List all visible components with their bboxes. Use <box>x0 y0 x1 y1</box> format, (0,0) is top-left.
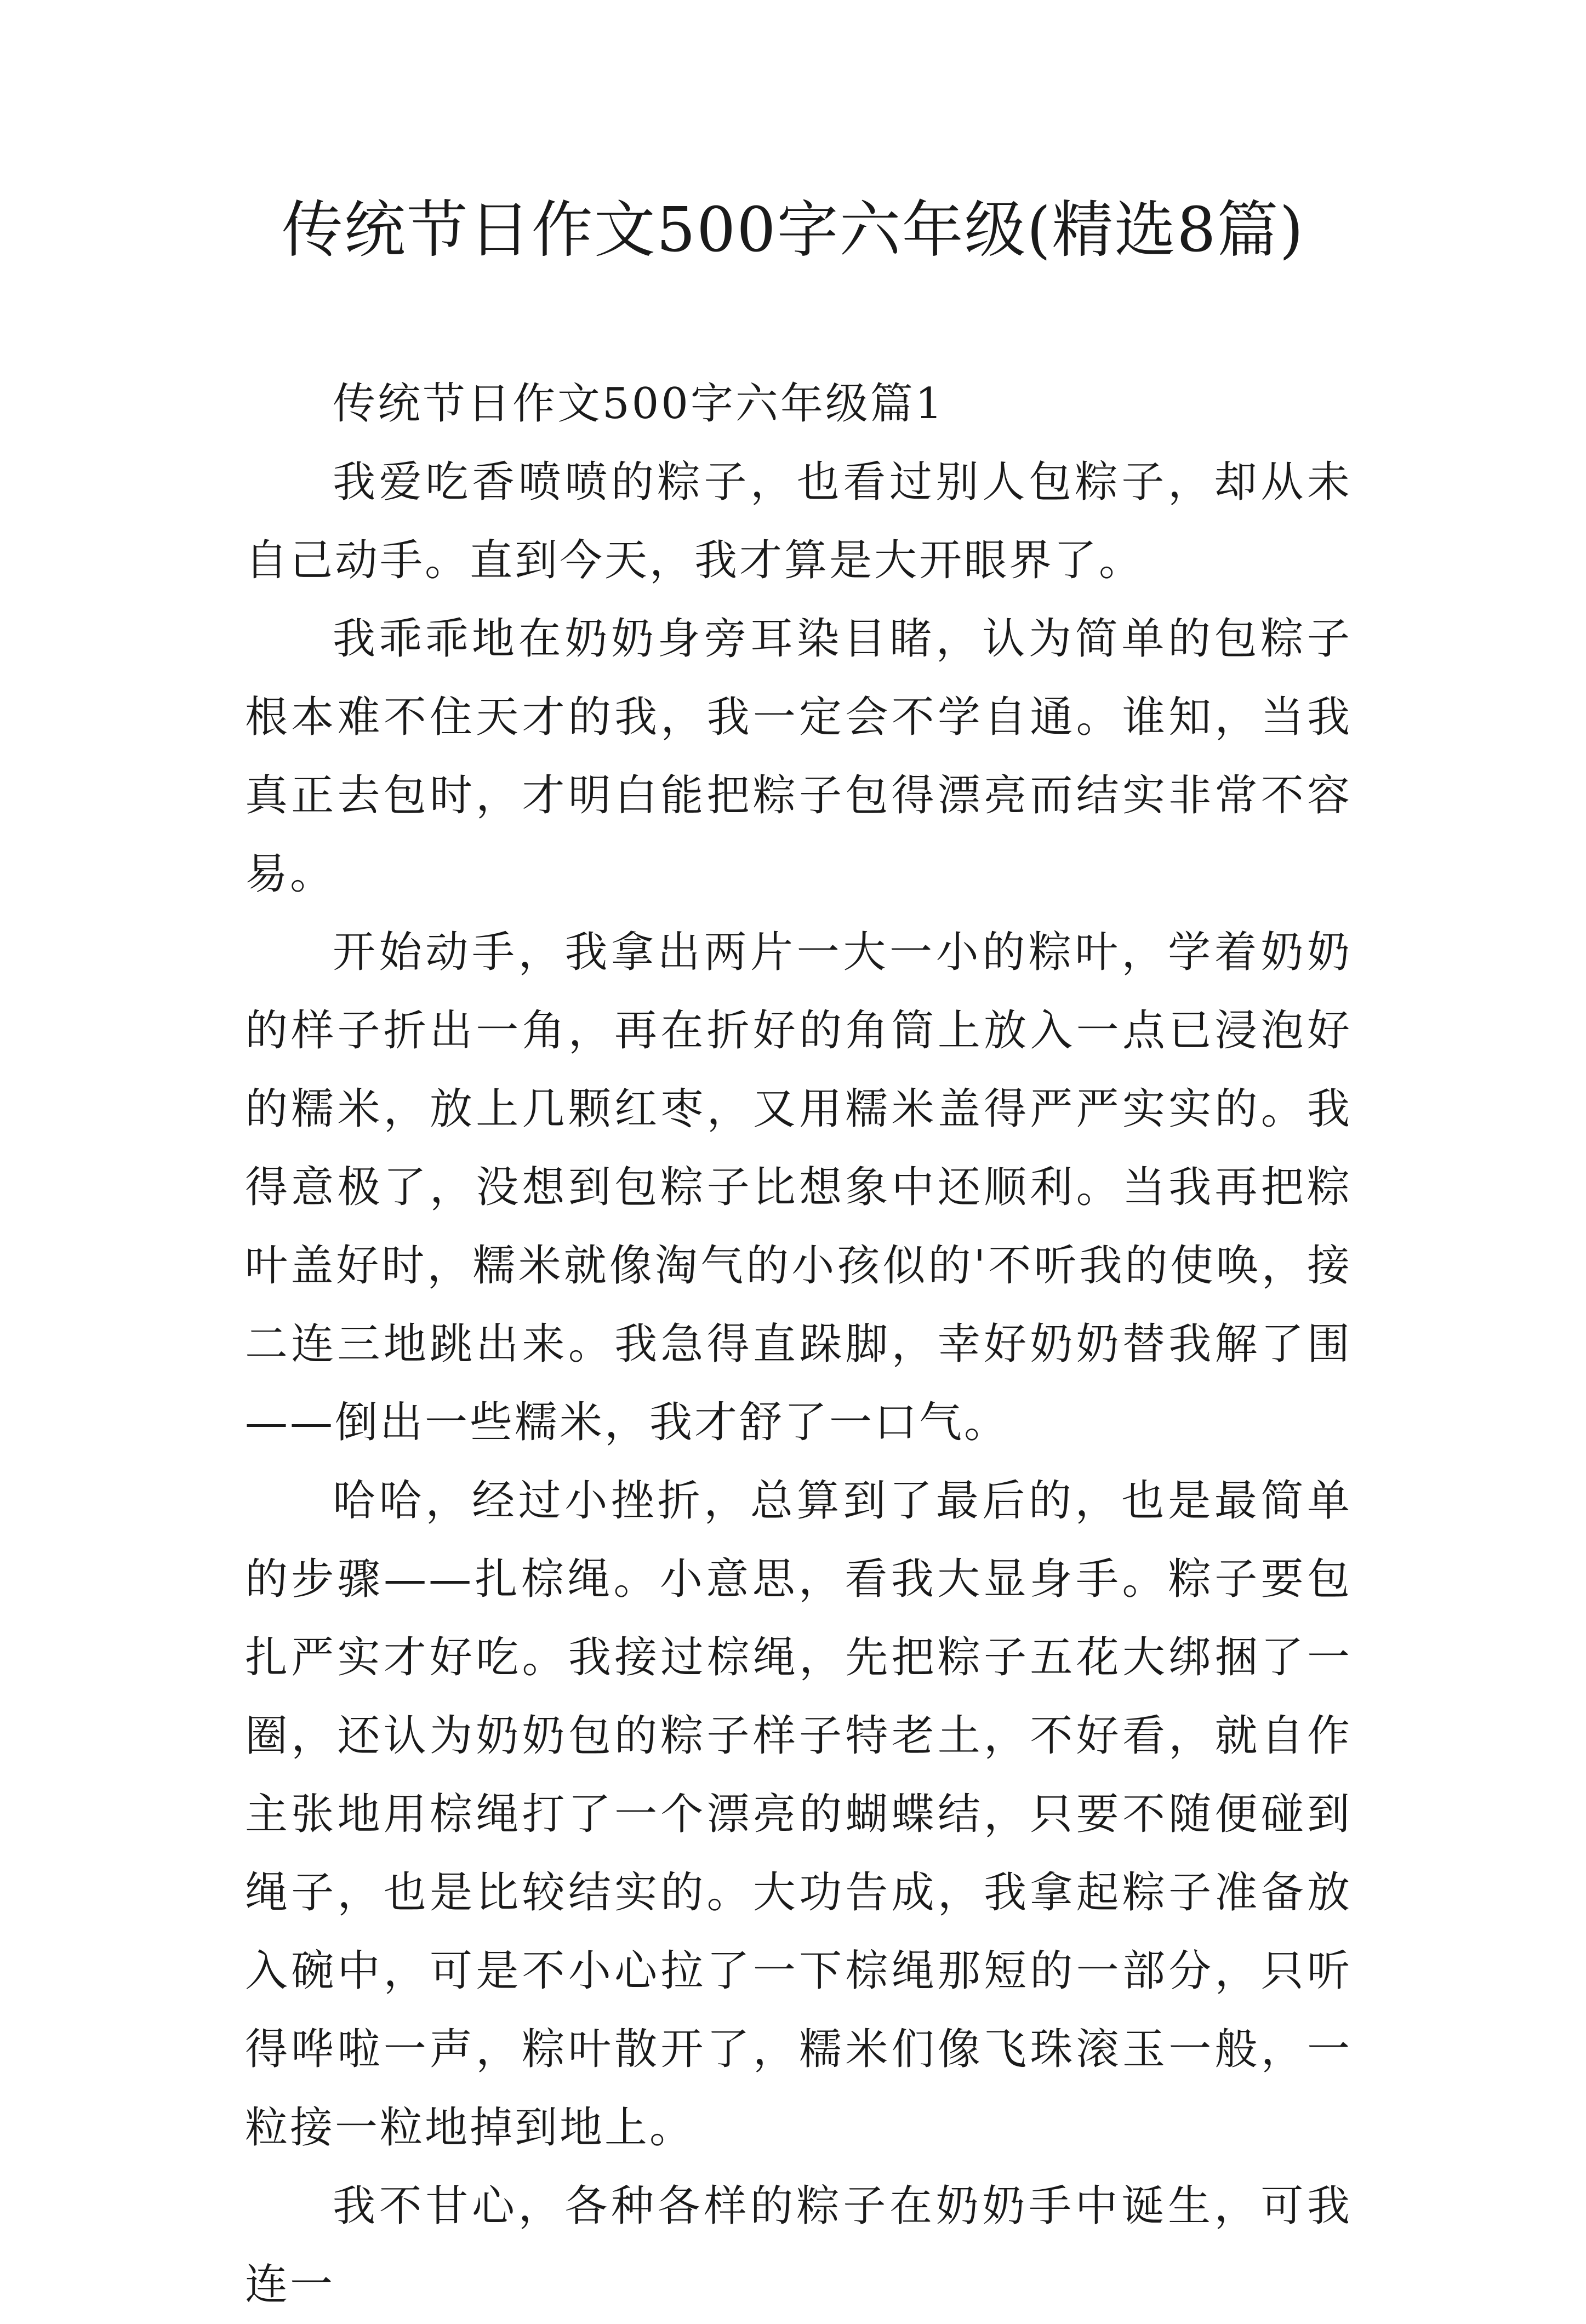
paragraph-4: 哈哈，经过小挫折，总算到了最后的，也是最简单的步骤——扎棕绳。小意思，看我大显身手。粽子要包扎严实才好吃。我接过棕绳，先把粽子五花大绑捆了一圈，还认为奶奶包的粽子样子特老土，不好看，就自作主张地用棕绳打了一个漂亮的蝴蝶结，只要不随便碰到绳子，也是比较结实的。大功告成，我拿起粽子准备放入碗中，可是不小心拉了一下棕绳那短的一部分，只听得哗啦一声，粽叶散开了，糯米们像飞珠滚玉一般，一粒接一粒地掉到地上。 <box>245 1476 1352 2152</box>
paragraph-3: 开始动手，我拿出两片一大一小的粽叶，学着奶奶的样子折出一角，再在折好的角筒上放入一点已浸泡好的糯米，放上几颗红枣，又用糯米盖得严严实实的。我得意极了，没想到包粽子比想象中还顺利。当我再把粽叶盖好时，糯米就像淘气的小孩似的'不听我的使唤，接二连三地跳出来。我急得直跺脚，幸好奶奶替我解了围——倒出一些糯米，我才舒了一口气。 <box>245 928 1352 1447</box>
document-title: 传统节日作文500字六年级(精选8篇) <box>281 195 1305 266</box>
document-body <box>245 365 1352 2324</box>
paragraph-2: 我乖乖地在奶奶身旁耳染目睹，认为简单的包粽子根本难不住天才的我，我一定会不学自通。谁知，当我真正去包时，才明白能把粽子包得漂亮而结实非常不容易。 <box>245 614 1352 899</box>
paragraph-5: 我不甘心，各种各样的粽子在奶奶手中诞生，可我连一 <box>245 2182 1352 2309</box>
section-heading: 传统节日作文500字六年级篇1 <box>333 379 945 429</box>
paragraph-1: 我爱吃香喷喷的粽子，也看过别人包粽子，却从未自己动手。直到今天，我才算是大开眼界了。 <box>245 458 1352 585</box>
